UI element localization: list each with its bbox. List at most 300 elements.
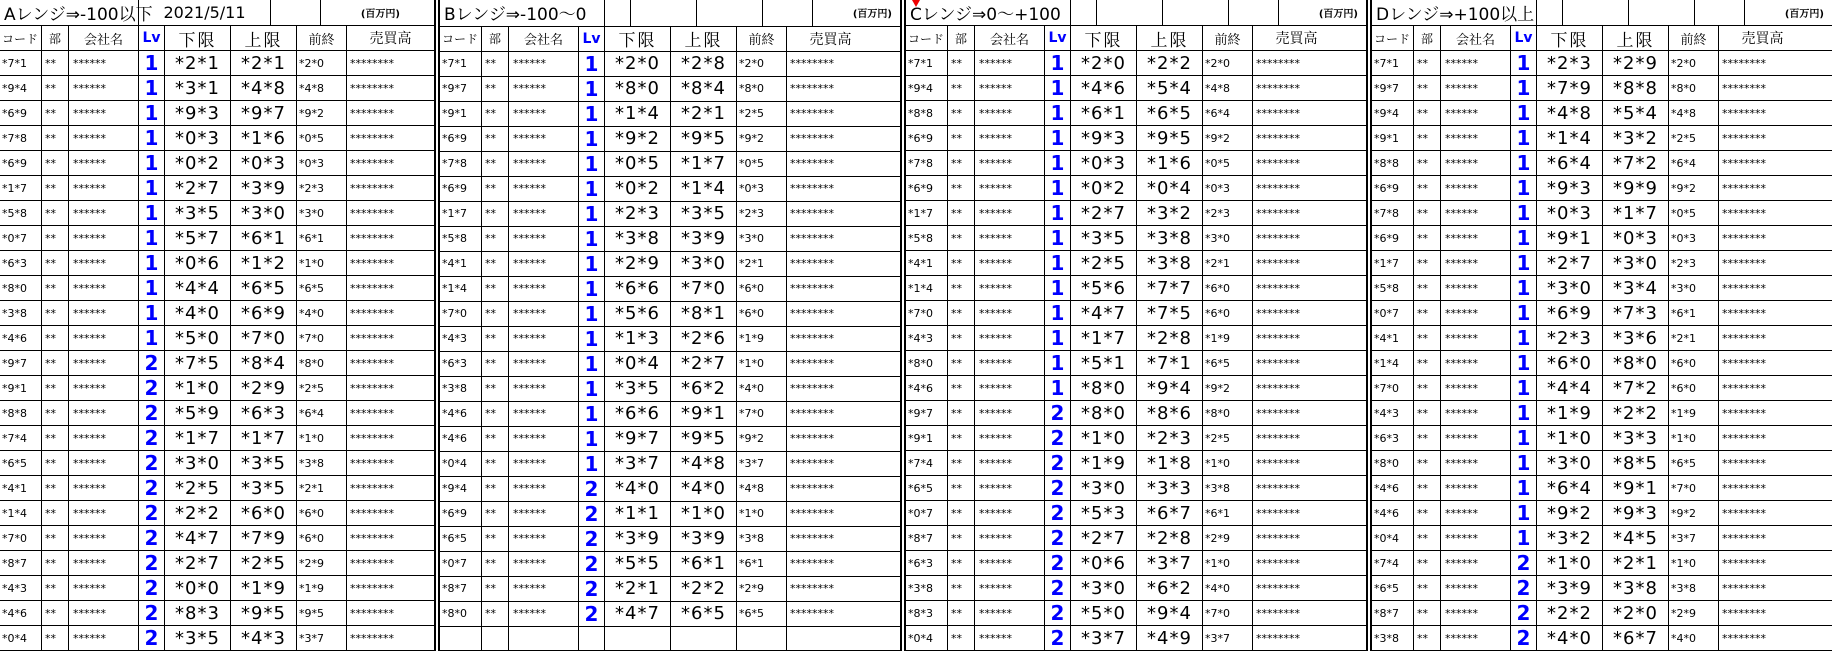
cell-lv[interactable]: 1 [1511, 176, 1537, 200]
cell-volume[interactable]: ******** [1722, 506, 1766, 520]
cell-volume[interactable]: ******** [790, 82, 834, 96]
cell-name[interactable]: ****** [975, 401, 1045, 425]
cell-name[interactable]: ****** [975, 51, 1045, 75]
cell-volume[interactable]: ******** [1256, 606, 1300, 620]
cell-code[interactable]: *4*1 [1372, 326, 1414, 350]
cell-lv[interactable]: 1 [579, 377, 605, 401]
cell-name[interactable]: ****** [975, 601, 1045, 625]
cell-volume[interactable]: ******** [790, 232, 834, 246]
cell-lower[interactable]: *4*8 [1537, 101, 1603, 125]
cell-name[interactable]: ****** [509, 52, 579, 76]
cell-lv[interactable]: 1 [579, 252, 605, 276]
cell-volume[interactable]: ******** [1256, 131, 1300, 145]
cell-bu[interactable]: ** [42, 176, 69, 200]
cell-volume[interactable]: ******** [790, 607, 834, 621]
column-header-name[interactable]: 会社名 [975, 26, 1045, 50]
cell-upper[interactable]: *7*2 [1603, 151, 1669, 175]
cell-code[interactable]: *7*4 [1372, 551, 1414, 575]
cell-code[interactable]: *0*4 [440, 452, 482, 476]
cell-bu[interactable]: ** [482, 377, 509, 401]
cell-lower[interactable]: *2*7 [165, 551, 231, 575]
cell-lower[interactable]: *3*5 [605, 377, 671, 401]
cell-bu[interactable]: ** [1414, 101, 1441, 125]
cell-name[interactable]: ****** [1441, 426, 1511, 450]
cell-lv[interactable]: 1 [1045, 351, 1071, 375]
column-header-name[interactable]: 会社名 [509, 27, 579, 51]
cell-volume[interactable]: ******** [1722, 631, 1766, 645]
cell-volume[interactable]: ******** [1722, 606, 1766, 620]
cell-code[interactable]: *4*6 [0, 601, 42, 625]
column-header-upper[interactable]: 上限 [231, 26, 297, 50]
cell-prev[interactable]: *4*0 [297, 301, 347, 325]
cell-lv[interactable]: 1 [1045, 176, 1071, 200]
cell-upper[interactable]: *3*8 [1603, 576, 1669, 600]
cell-code[interactable]: *7*1 [906, 51, 948, 75]
unit-label[interactable]: (百万円) [360, 9, 400, 20]
cell-volume[interactable]: ******** [1256, 356, 1300, 370]
cell-upper[interactable]: *1*7 [231, 426, 297, 450]
cell-bu[interactable]: ** [482, 227, 509, 251]
cell-volume[interactable]: ******** [1256, 581, 1300, 595]
cell-lv[interactable]: 1 [579, 77, 605, 101]
cell-lv[interactable]: 1 [1511, 351, 1537, 375]
cell-lower[interactable]: *2*7 [165, 176, 231, 200]
column-header-code[interactable]: コード [0, 26, 42, 50]
cell-bu[interactable]: ** [42, 326, 69, 350]
cell-prev[interactable]: *6*0 [737, 302, 787, 326]
cell-bu[interactable]: ** [482, 252, 509, 276]
cell-prev[interactable]: *6*5 [1669, 451, 1719, 475]
cell-code[interactable]: *7*0 [0, 526, 42, 550]
cell-lv[interactable]: 2 [139, 376, 165, 400]
cell-upper[interactable]: *9*4 [1137, 601, 1203, 625]
cell-lower[interactable]: *1*7 [1071, 326, 1137, 350]
cell-lower[interactable]: *6*4 [1537, 476, 1603, 500]
cell-lv[interactable]: 1 [1045, 326, 1071, 350]
cell-prev[interactable]: *8*0 [737, 77, 787, 101]
cell-name[interactable]: ****** [69, 126, 139, 150]
cell-bu[interactable]: ** [1414, 176, 1441, 200]
cell-lower[interactable]: *5*5 [605, 552, 671, 576]
cell-upper[interactable]: *4*5 [1603, 526, 1669, 550]
cell-name[interactable]: ****** [509, 177, 579, 201]
cell-code[interactable]: *1*4 [440, 277, 482, 301]
cell-lv[interactable]: 2 [139, 451, 165, 475]
cell-lv[interactable]: 1 [1045, 376, 1071, 400]
cell-lv[interactable]: 1 [139, 251, 165, 275]
cell-volume[interactable]: ******** [1256, 156, 1300, 170]
cell-prev[interactable]: *1*0 [737, 502, 787, 526]
cell-upper[interactable]: *9*4 [1137, 376, 1203, 400]
cell-upper[interactable]: *3*5 [231, 476, 297, 500]
cell-volume[interactable]: ******** [1256, 556, 1300, 570]
cell-volume[interactable]: ******** [1722, 306, 1766, 320]
cell-name[interactable]: ****** [509, 302, 579, 326]
cell-lv[interactable]: 1 [1045, 51, 1071, 75]
cell-lv[interactable]: 1 [1045, 126, 1071, 150]
cell-volume[interactable]: ******** [350, 481, 394, 495]
cell-lv[interactable]: 2 [139, 551, 165, 575]
cell-code[interactable]: *4*6 [906, 376, 948, 400]
column-header-lower[interactable]: 下限 [1071, 26, 1137, 50]
cell-bu[interactable]: ** [482, 402, 509, 426]
cell-upper[interactable]: *8*4 [671, 77, 737, 101]
cell-prev[interactable]: *9*2 [297, 101, 347, 125]
cell-lv[interactable]: 2 [139, 426, 165, 450]
cell-lower[interactable]: *4*0 [165, 301, 231, 325]
cell-name[interactable]: ****** [69, 351, 139, 375]
cell-volume[interactable]: ******** [350, 56, 394, 70]
cell-lv[interactable]: 2 [1511, 576, 1537, 600]
cell-lv[interactable]: 1 [139, 51, 165, 75]
cell-prev[interactable]: *9*2 [737, 127, 787, 151]
cell-bu[interactable]: ** [42, 101, 69, 125]
cell-volume[interactable]: ******** [790, 357, 834, 371]
cell-bu[interactable]: ** [482, 127, 509, 151]
cell-bu[interactable]: ** [1414, 451, 1441, 475]
cell-prev[interactable]: *2*9 [297, 551, 347, 575]
cell-code[interactable]: *8*8 [1372, 151, 1414, 175]
cell-upper[interactable]: *1*6 [231, 126, 297, 150]
cell-code[interactable]: *4*6 [1372, 476, 1414, 500]
cell-prev[interactable]: *6*0 [1203, 301, 1253, 325]
cell-name[interactable]: ****** [975, 476, 1045, 500]
cell-lv[interactable]: 1 [1045, 276, 1071, 300]
cell-upper[interactable]: *6*5 [231, 276, 297, 300]
cell-code[interactable]: *6*9 [440, 127, 482, 151]
cell-prev[interactable]: *8*0 [297, 351, 347, 375]
cell-bu[interactable]: ** [1414, 526, 1441, 550]
cell-lv[interactable]: 1 [139, 276, 165, 300]
column-header-name[interactable]: 会社名 [69, 26, 139, 50]
cell-upper[interactable]: *2*2 [671, 577, 737, 601]
cell-lower[interactable]: *4*0 [1537, 626, 1603, 650]
cell-prev[interactable]: *1*0 [297, 426, 347, 450]
cell-bu[interactable]: ** [948, 151, 975, 175]
cell-bu[interactable]: ** [948, 376, 975, 400]
cell-name[interactable]: ****** [975, 501, 1045, 525]
cell-upper[interactable]: *4*0 [671, 477, 737, 501]
empty-cell[interactable] [1071, 0, 1097, 25]
cell-name[interactable]: ****** [975, 326, 1045, 350]
cell-lower[interactable]: *5*0 [165, 326, 231, 350]
cell-prev[interactable]: *3*8 [297, 451, 347, 475]
cell-bu[interactable]: ** [1414, 151, 1441, 175]
cell-upper[interactable]: *6*3 [231, 401, 297, 425]
cell-prev[interactable]: *3*0 [737, 227, 787, 251]
cell-prev[interactable]: *0*5 [737, 152, 787, 176]
cell-lower[interactable]: *1*0 [1537, 426, 1603, 450]
cell-volume[interactable]: ******** [1722, 206, 1766, 220]
cell-upper[interactable]: *3*3 [1603, 426, 1669, 450]
cell-volume[interactable]: ******** [790, 532, 834, 546]
cell-lv[interactable]: 1 [579, 452, 605, 476]
cell-lower[interactable]: *0*2 [165, 151, 231, 175]
cell-lower[interactable]: *1*4 [1537, 126, 1603, 150]
cell-lower[interactable]: *0*3 [1071, 151, 1137, 175]
cell-name[interactable]: ****** [509, 352, 579, 376]
cell-code[interactable]: *4*1 [440, 252, 482, 276]
cell-lv[interactable]: 1 [139, 226, 165, 250]
cell-prev[interactable]: *0*3 [297, 151, 347, 175]
cell-name[interactable]: ****** [69, 551, 139, 575]
cell-name[interactable]: ****** [975, 426, 1045, 450]
report-date[interactable]: 2021/5/11 [139, 0, 271, 25]
column-header-lower[interactable]: 下限 [1537, 26, 1603, 50]
cell-name[interactable]: ****** [1441, 351, 1511, 375]
cell-code[interactable]: *0*4 [906, 626, 948, 650]
cell-lower[interactable]: *1*7 [165, 426, 231, 450]
cell-prev[interactable]: *1*9 [297, 576, 347, 600]
cell-lower[interactable]: *2*7 [1537, 251, 1603, 275]
cell-prev[interactable]: *4*8 [737, 477, 787, 501]
cell-lower[interactable]: *3*8 [605, 227, 671, 251]
cell-volume[interactable]: ******** [350, 281, 394, 295]
cell-prev[interactable]: *2*3 [297, 176, 347, 200]
cell-volume[interactable]: ******** [1722, 156, 1766, 170]
cell-prev[interactable]: *9*2 [1669, 501, 1719, 525]
cell-upper[interactable]: *6*2 [1137, 576, 1203, 600]
cell-code[interactable]: *6*9 [906, 126, 948, 150]
cell-name[interactable]: ****** [1441, 201, 1511, 225]
cell-code[interactable]: *4*3 [0, 576, 42, 600]
cell-lv[interactable]: 1 [579, 152, 605, 176]
cell-name[interactable]: ****** [1441, 226, 1511, 250]
cell-prev[interactable]: *3*7 [297, 626, 347, 650]
cell-name[interactable]: ****** [69, 51, 139, 75]
cell-name[interactable]: ****** [509, 102, 579, 126]
cell-upper[interactable]: *3*9 [231, 176, 297, 200]
cell-code[interactable]: *3*8 [0, 301, 42, 325]
cell-upper[interactable]: *6*5 [671, 602, 737, 626]
cell-lv[interactable]: 2 [1511, 626, 1537, 650]
empty-cell[interactable] [1563, 0, 1629, 25]
cell-upper[interactable]: *3*3 [1137, 476, 1203, 500]
cell-lv[interactable]: 1 [1511, 451, 1537, 475]
cell-lower[interactable]: *3*5 [165, 626, 231, 650]
cell-upper[interactable]: *6*5 [1137, 101, 1203, 125]
cell-volume[interactable]: ******** [350, 456, 394, 470]
cell-lv[interactable]: 1 [1511, 276, 1537, 300]
empty-cell[interactable] [1537, 0, 1563, 25]
cell-lower[interactable]: *8*0 [605, 77, 671, 101]
cell-code[interactable]: *7*4 [906, 451, 948, 475]
cell-lower[interactable]: *0*3 [1537, 201, 1603, 225]
cell-lower[interactable]: *4*7 [605, 602, 671, 626]
cell-upper[interactable]: *8*4 [231, 351, 297, 375]
cell-bu[interactable]: ** [42, 551, 69, 575]
cell-prev[interactable]: *2*9 [1203, 526, 1253, 550]
cell-name[interactable]: ****** [69, 451, 139, 475]
cell-lv[interactable]: 1 [139, 151, 165, 175]
cell-upper[interactable]: *0*4 [1137, 176, 1203, 200]
cell-lower[interactable]: *2*0 [1071, 51, 1137, 75]
cell-bu[interactable]: ** [42, 576, 69, 600]
cell-prev[interactable]: *2*0 [297, 51, 347, 75]
cell-lower[interactable]: *0*2 [1071, 176, 1137, 200]
cell-lv[interactable]: 2 [139, 526, 165, 550]
cell-upper[interactable]: *2*6 [671, 327, 737, 351]
cell-code[interactable]: *9*4 [1372, 101, 1414, 125]
cell-bu[interactable]: ** [1414, 476, 1441, 500]
cell-volume[interactable]: ******** [350, 506, 394, 520]
cell-upper[interactable]: *3*9 [671, 527, 737, 551]
cell-prev[interactable]: *9*2 [1203, 376, 1253, 400]
cell-lv[interactable]: 1 [139, 326, 165, 350]
cell-prev[interactable]: *3*0 [1203, 226, 1253, 250]
cell-upper[interactable]: *8*8 [1603, 76, 1669, 100]
cell-lower[interactable]: *3*0 [165, 451, 231, 475]
cell-bu[interactable]: ** [948, 601, 975, 625]
cell-volume[interactable]: ******** [790, 457, 834, 471]
cell-lv[interactable]: 1 [579, 102, 605, 126]
cell-bu[interactable]: ** [1414, 226, 1441, 250]
cell-code[interactable]: *8*8 [0, 401, 42, 425]
cell-upper[interactable]: *8*1 [671, 302, 737, 326]
cell-code[interactable]: *6*9 [1372, 226, 1414, 250]
cell-volume[interactable]: ******** [350, 581, 394, 595]
column-header-code[interactable]: コード [1372, 26, 1414, 50]
cell-volume[interactable]: ******** [350, 431, 394, 445]
cell-name[interactable]: ****** [1441, 476, 1511, 500]
cell-name[interactable]: ****** [69, 626, 139, 650]
cell-bu[interactable]: ** [42, 251, 69, 275]
empty-cell[interactable] [1695, 0, 1745, 25]
cell-lower[interactable]: *9*2 [605, 127, 671, 151]
cell-volume[interactable]: ******** [1722, 256, 1766, 270]
cell-code[interactable]: *9*4 [906, 76, 948, 100]
cell-upper[interactable]: *9*5 [671, 127, 737, 151]
cell-code[interactable]: *5*8 [1372, 276, 1414, 300]
column-header-lv[interactable]: Lv [139, 26, 165, 50]
empty-cell[interactable] [631, 0, 697, 26]
cell-upper[interactable]: *9*5 [671, 427, 737, 451]
column-header-lower[interactable]: 下限 [165, 26, 231, 50]
cell-upper[interactable]: *2*8 [671, 52, 737, 76]
cell-bu[interactable]: ** [482, 527, 509, 551]
cell-volume[interactable]: ******** [1722, 81, 1766, 95]
cell-bu[interactable]: ** [1414, 626, 1441, 650]
column-header-name[interactable]: 会社名 [1441, 26, 1511, 50]
cell-code[interactable]: *0*4 [0, 626, 42, 650]
cell-prev[interactable]: *6*1 [297, 226, 347, 250]
cell-upper[interactable]: *3*0 [1603, 251, 1669, 275]
cell-lower[interactable]: *2*7 [1071, 526, 1137, 550]
cell-bu[interactable]: ** [948, 626, 975, 650]
cell-lower[interactable]: *3*2 [1537, 526, 1603, 550]
cell-code[interactable]: *0*4 [1372, 526, 1414, 550]
cell-code[interactable]: *6*9 [440, 502, 482, 526]
cell-code[interactable]: *0*7 [440, 552, 482, 576]
cell-name[interactable]: ****** [975, 76, 1045, 100]
cell-lv[interactable]: 1 [1511, 76, 1537, 100]
cell-prev[interactable]: *3*0 [1669, 276, 1719, 300]
cell-name[interactable]: ****** [1441, 551, 1511, 575]
cell-bu[interactable]: ** [948, 426, 975, 450]
cell-lower[interactable]: *1*9 [1071, 451, 1137, 475]
cell-lower[interactable]: *3*0 [1071, 576, 1137, 600]
cell-prev[interactable]: *1*0 [1203, 551, 1253, 575]
cell-volume[interactable]: ******** [1722, 181, 1766, 195]
cell-code[interactable]: *8*7 [440, 577, 482, 601]
cell-bu[interactable]: ** [948, 576, 975, 600]
cell-lower[interactable]: *2*2 [1537, 601, 1603, 625]
column-header-volume[interactable]: 売買高 [1741, 31, 1784, 47]
cell-code[interactable]: *7*0 [906, 301, 948, 325]
cell-lv[interactable]: 2 [579, 477, 605, 501]
cell-prev[interactable]: *2*1 [737, 252, 787, 276]
cell-name[interactable]: ****** [1441, 326, 1511, 350]
cell-upper[interactable]: *2*1 [231, 51, 297, 75]
cell-code[interactable]: *0*7 [1372, 301, 1414, 325]
cell-name[interactable]: ****** [975, 126, 1045, 150]
cell-lv[interactable]: 2 [139, 351, 165, 375]
cell-prev[interactable]: *2*1 [1203, 251, 1253, 275]
cell-lower[interactable]: *3*5 [1071, 226, 1137, 250]
cell-lv[interactable]: 1 [1511, 301, 1537, 325]
column-header-bu[interactable]: 部 [948, 26, 975, 50]
cell-upper[interactable]: *3*8 [1137, 226, 1203, 250]
cell-lower[interactable]: *3*7 [1071, 626, 1137, 650]
cell-prev[interactable]: *0*5 [297, 126, 347, 150]
cell-code[interactable]: *7*4 [0, 426, 42, 450]
cell-code[interactable]: *9*7 [906, 401, 948, 425]
cell-upper[interactable]: *1*6 [1137, 151, 1203, 175]
cell-code[interactable]: *4*3 [440, 327, 482, 351]
column-header-lv[interactable]: Lv [579, 27, 605, 51]
cell-volume[interactable]: ******** [350, 406, 394, 420]
cell-bu[interactable]: ** [42, 501, 69, 525]
cell-lv[interactable]: 2 [1511, 601, 1537, 625]
cell-volume[interactable]: ******** [1256, 631, 1300, 645]
cell-lower[interactable]: *7*5 [165, 351, 231, 375]
cell-name[interactable]: ****** [69, 201, 139, 225]
cell-name[interactable]: ****** [69, 276, 139, 300]
cell-prev[interactable]: *2*9 [737, 577, 787, 601]
cell-code[interactable]: *7*8 [0, 126, 42, 150]
cell-name[interactable]: ****** [975, 151, 1045, 175]
cell-prev[interactable]: *2*5 [297, 376, 347, 400]
cell-prev[interactable]: *3*8 [1669, 576, 1719, 600]
cell-name[interactable]: ****** [69, 526, 139, 550]
column-header-upper[interactable]: 上限 [1603, 26, 1669, 50]
cell-volume[interactable]: ******** [1256, 106, 1300, 120]
cell-bu[interactable]: ** [482, 502, 509, 526]
cell-lv[interactable]: 1 [1511, 251, 1537, 275]
cell-prev[interactable]: *9*2 [737, 427, 787, 451]
cell-code[interactable]: *9*7 [440, 77, 482, 101]
block-title[interactable]: Dレンジ⇒+100以上 [1372, 0, 1537, 25]
cell-name[interactable]: ****** [1441, 176, 1511, 200]
cell-upper[interactable]: *2*8 [1137, 326, 1203, 350]
cell-lower[interactable]: *1*0 [165, 376, 231, 400]
cell-code[interactable]: *7*8 [440, 152, 482, 176]
column-header-prev[interactable]: 前終 [297, 26, 347, 50]
cell-name[interactable]: ****** [69, 576, 139, 600]
cell-bu[interactable]: ** [948, 226, 975, 250]
cell-lower[interactable]: *1*0 [1537, 551, 1603, 575]
cell-volume[interactable] [787, 627, 874, 650]
cell-name[interactable]: ****** [1441, 251, 1511, 275]
cell-code[interactable]: *8*3 [906, 601, 948, 625]
cell-lv[interactable]: 1 [1511, 501, 1537, 525]
cell-lv[interactable]: 1 [579, 277, 605, 301]
cell-prev[interactable]: *4*8 [297, 76, 347, 100]
cell-name[interactable]: ****** [1441, 76, 1511, 100]
cell-lower[interactable]: *2*2 [165, 501, 231, 525]
cell-volume[interactable]: ******** [1256, 406, 1300, 420]
cell-upper[interactable]: *4*3 [231, 626, 297, 650]
